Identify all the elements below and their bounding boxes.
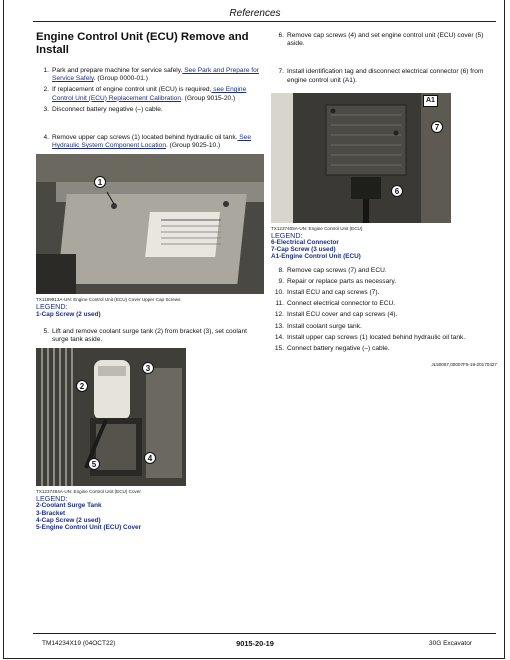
step-14 <box>271 334 497 342</box>
photo-ecu-cover-upper-screws <box>36 154 264 294</box>
footer-manual-id: TM14234X19 (04OCT22) <box>42 640 116 647</box>
callout-2: 2 <box>76 380 88 392</box>
legend-item: 4-Cap Screw (2 used) <box>36 516 101 524</box>
left-column <box>36 27 264 531</box>
header-rule <box>33 21 496 22</box>
step-6 <box>271 32 497 48</box>
step-3 <box>36 106 264 114</box>
step-text: Remove cap screws (4) and set engine control unit (ECU) cover (5) aside. <box>287 32 484 48</box>
steps-8-15 <box>271 267 497 354</box>
doc-title: Engine Control Unit (ECU) Remove and Install <box>36 31 249 56</box>
link-ecu-calibration[interactable]: see Engine Control Unit (ECU) Replacement Calibration <box>52 86 247 102</box>
step-text: Repair or replace parts as necessary. <box>287 277 397 285</box>
legend-item: 1-Cap Screw (2 used) <box>36 310 101 318</box>
step-number: 10. <box>274 289 284 297</box>
step-12 <box>271 311 497 319</box>
step-5 <box>36 328 264 344</box>
step-number: 8. <box>278 266 284 274</box>
legend-title: LEGEND: <box>36 494 68 504</box>
link-hydraulic-location[interactable]: See Hydraulic System Component Location <box>52 134 252 150</box>
legend-item: 3-Bracket <box>36 509 66 517</box>
step-text: Install identification tag and disconnect electrical connector (6) from engine control unit (A1). <box>287 68 484 84</box>
photo-illustration <box>36 348 186 486</box>
step-text: . (Group 9025-10.) <box>165 142 221 150</box>
step-text: Park and prepare machine for service safely. <box>52 67 183 74</box>
step-text: . (Group 9015-20.) <box>181 94 236 102</box>
legend-title: LEGEND: <box>271 230 303 240</box>
callout-5: 5 <box>88 458 100 470</box>
right-column <box>271 27 497 369</box>
step-number: 2. <box>43 86 49 94</box>
step-text: Install upper cap screws (1) located behind hydraulic oil tank. <box>287 333 466 341</box>
step-text: Remove cap screws (7) and ECU. <box>287 266 387 274</box>
step-number: 3. <box>43 105 49 113</box>
step-text: Install ECU and cap screws (7). <box>287 289 380 297</box>
callout-3: 3 <box>142 362 154 374</box>
step-10 <box>271 289 497 297</box>
step-number: 12. <box>274 311 284 319</box>
step-number: 1. <box>43 67 49 74</box>
step-text: Remove upper cap screws (1) located behind hydraulic oil tank. <box>52 134 238 142</box>
step-number: 5. <box>43 327 49 335</box>
step-7 <box>271 68 497 84</box>
step-text: If replacement of engine control unit (ECU) is required, <box>52 86 212 94</box>
footer-page-number: 9015-20-19 <box>236 639 274 648</box>
figure2-legend <box>36 495 264 531</box>
legend-item: 6-Electrical Connector <box>271 239 339 247</box>
footer-machine: 30G Excavator <box>429 640 472 647</box>
header-title: References <box>229 8 281 19</box>
step-8 <box>271 267 497 275</box>
tag-a1: A1 <box>423 95 438 107</box>
legend-item: 2-Coolant Surge Tank <box>36 502 102 510</box>
legend-item: 5-Engine Control Unit (ECU) Cover <box>36 524 142 532</box>
step-number: 15. <box>274 345 284 353</box>
step-2 <box>36 86 264 102</box>
step-text: Connect electrical connector to ECU. <box>287 300 396 308</box>
step-number: 4. <box>43 134 49 142</box>
callout-7: 7 <box>431 121 443 133</box>
step-number: 9. <box>278 277 284 285</box>
figure1-caption: TX1189913A-UN: Engine Control Unit (ECU) Cover Upper Cap Screws <box>36 297 181 303</box>
legend-title: LEGEND: <box>36 302 68 312</box>
step-number: 14. <box>274 333 284 341</box>
step-text: Disconnect battery negative (–) cable. <box>52 105 163 113</box>
step-13 <box>271 323 497 331</box>
legend-item: A1-Engine Control Unit (ECU) <box>271 253 361 261</box>
step-11 <box>271 300 497 308</box>
photo-ecu <box>271 93 451 223</box>
step-9 <box>271 278 497 286</box>
photo-ecu-cover <box>36 348 186 486</box>
doc-id: JL50067,00007F5-19-20170427 <box>431 362 497 368</box>
step-4 <box>36 134 264 150</box>
step-1 <box>36 67 264 83</box>
step-number: 7. <box>278 68 284 76</box>
step-text: Install ECU cover and cap screws (4). <box>287 311 398 319</box>
step-text: Lift and remove coolant surge tank (2) from bracket (3), set coolant surge tank aside. <box>52 327 247 344</box>
step-text: . (Group 0000-01.) <box>93 75 148 83</box>
callout-6: 6 <box>391 185 403 197</box>
footer-rule <box>33 633 496 634</box>
step-text: Install coolant surge tank. <box>287 322 362 330</box>
legend-item: 7-Cap Screw (3 used) <box>271 246 336 254</box>
photo-illustration <box>271 93 451 223</box>
photo-illustration <box>36 154 264 294</box>
callout-1: 1 <box>94 176 106 188</box>
figure3-legend <box>271 232 497 261</box>
step-text: Connect battery negative (–) cable. <box>287 345 390 353</box>
figure3-caption: TX1237405A-UN: Engine Control Unit (ECU) <box>271 225 363 231</box>
figure2-caption: TX1237484A-UN: Engine Control Unit (ECU) Cover <box>36 489 141 495</box>
figure1-legend <box>36 303 264 317</box>
step-number: 6. <box>278 32 284 39</box>
step-15 <box>271 345 497 353</box>
step-number: 11. <box>275 300 284 308</box>
callout-4: 4 <box>144 452 156 464</box>
step-number: 13. <box>274 322 284 330</box>
link-park-prepare[interactable]: See Park and Prepare for Service Safely <box>52 67 259 83</box>
